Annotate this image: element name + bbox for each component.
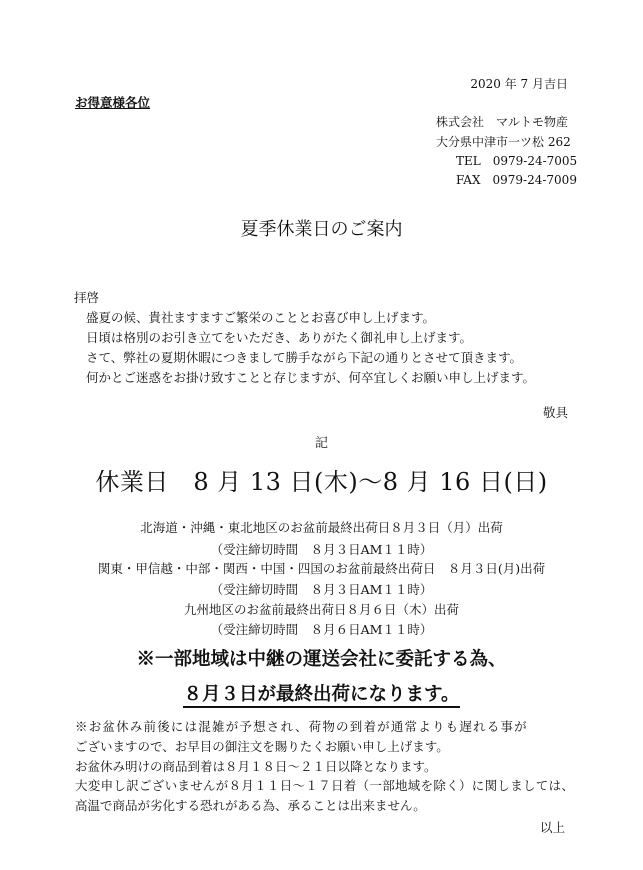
shipping-line: 北海道・沖縄・東北地区のお盆前最終出荷日８月３日（月）出荷 <box>140 520 503 535</box>
notice-line-underlined <box>0 680 643 706</box>
sender-fax: FAX 0979-24-7009 <box>456 173 577 187</box>
body-paragraph: さて、弊社の夏期休暇につきまして勝手ながら下記の通りとさせて頂きます。 <box>86 350 523 365</box>
shipping-deadline: （受注締切時間 ８月６日AM１１時） <box>210 622 433 637</box>
body-paragraph: 何かとご迷惑をお掛け致すことと存じますが、何卒宜しくお願い申し上げます。 <box>86 370 536 385</box>
sender-address: 大分県中津市一ツ松 262 <box>436 135 571 149</box>
note-line: お盆休み明けの商品到着は８月１８日～２１日以降となります。 <box>75 759 437 774</box>
body-paragraph: 日頃は格別のお引き立てをいただき、ありがたく御礼申し上げます。 <box>86 330 473 345</box>
closing-salutation: 敬具 <box>542 405 568 420</box>
sender-tel: TEL 0979-24-7005 <box>456 154 578 168</box>
shipping-deadline: （受注締切時間 ８月３日AM１１時） <box>210 542 433 557</box>
holiday-period: 休業日 8 月 13 日(木)～8 月 16 日(日) <box>95 468 548 496</box>
notice-underline-text: ８月３日が最終出荷になります。 <box>183 684 459 708</box>
document-date: 2020 年 7 月吉日 <box>470 77 568 91</box>
addressee: お得意様各位 <box>75 95 151 110</box>
note-line: ※お盆休み前後には混雑が予想され、荷物の到着が通常よりも遅れる事が <box>75 719 528 734</box>
end-mark: 以上 <box>539 820 565 835</box>
opening-salutation: 拝啓 <box>74 290 100 305</box>
note-line: 高温で商品が劣化する恐れがある為、承ることは出来ません。 <box>75 798 426 813</box>
shipping-line: 関東・甲信越・中部・関西・中国・四国のお盆前最終出荷日 ８月３日(月)出荷 <box>97 561 546 576</box>
note-line: ございますので、お早目の御注文を賜りたくお願い申し上げます。 <box>75 739 449 754</box>
ki-heading: 記 <box>314 436 328 451</box>
shipping-deadline: （受注締切時間 ８月３日AM１１時） <box>210 582 433 597</box>
body-paragraph: 盛夏の候、貴社ますますご繁栄のこととお喜び申し上げます。 <box>86 310 436 325</box>
sender-company: 株式会社 マルトモ物産 <box>436 115 569 129</box>
page-title: 夏季休業日のご案内 <box>240 219 403 240</box>
notice-line: ※一部地域は中継の運送会社に委託する為、 <box>136 649 507 670</box>
note-line: 大変申し訳ございませんが８月１１日～１７日着（一部地域を除く）に関しましては、 <box>75 778 575 793</box>
shipping-line: 九州地区のお盆前最終出荷日８月６日（木）出荷 <box>183 602 459 617</box>
